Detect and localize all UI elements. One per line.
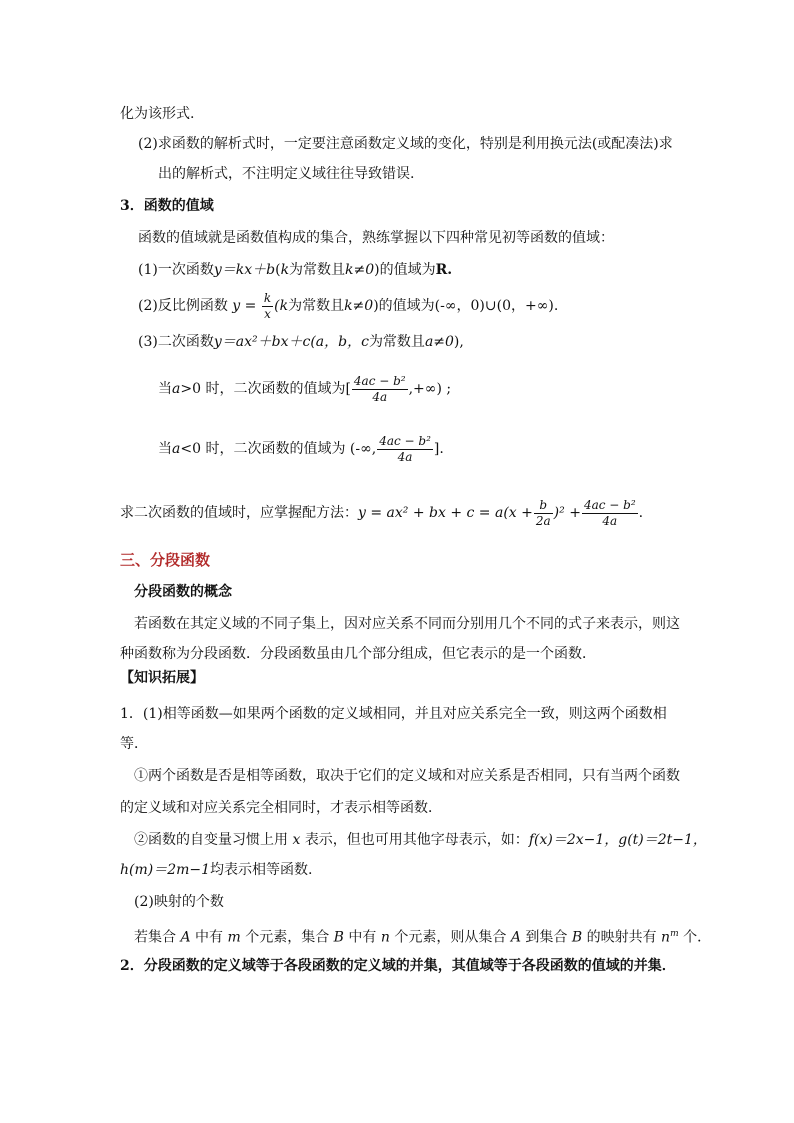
math-expr: k (280, 262, 290, 278)
text-span: 个元素，则从集合 (394, 929, 507, 946)
text-span: 的映射共有 (586, 929, 657, 946)
section-heading-piecewise: 三、分段函数 (120, 551, 211, 569)
text-span: >0 时，二次函数的值域为 (180, 381, 346, 397)
fraction-denominator: 2a (535, 513, 551, 528)
math-expr: a≠0 (424, 334, 454, 350)
fraction-numerator: b (534, 498, 553, 514)
fraction-4ac-b2-over-4a (582, 498, 638, 529)
math-expr: (k (274, 298, 289, 314)
math-expr: y = (232, 298, 257, 314)
text-span: <0 时，二次函数的值域为 (-∞, (180, 441, 377, 457)
text-line: 等． (120, 736, 148, 752)
text-span: )的值域为(-∞，0)∪(0，+∞). (373, 298, 559, 314)
text-span: 表示，但也可用其他字母表示，如： (304, 832, 529, 848)
math-expr: a (172, 381, 181, 397)
text-span: 中有 (195, 929, 224, 946)
fraction-4ac-b2-over-4a (352, 374, 408, 405)
subheading-piecewise-concept: 分段函数的概念 (134, 584, 232, 600)
text-span: 为常数且 (289, 262, 346, 278)
fraction-numerator: 4ac − b² (379, 433, 431, 448)
variable-note-line-2 (120, 860, 313, 880)
fraction-denominator: x (264, 306, 271, 321)
text-span: ), (453, 334, 464, 350)
completing-square-line (120, 496, 643, 530)
math-expr: a (172, 441, 181, 457)
math-expr: h(m)＝2m−1 (120, 862, 211, 878)
math-expr: )² + (553, 505, 581, 521)
math-expr: B (571, 929, 583, 946)
section-heading-range: 3．函数的值域 (120, 198, 214, 214)
linear-function-line (138, 260, 452, 280)
text-span: 当 (158, 381, 172, 397)
text-line: 1．(1)相等函数—如果两个函数的定义域相同，并且对应关系完全一致，则这两个函数相 (120, 706, 667, 722)
text-line: 的定义域和对应关系完全相同时，才表示相等函数． (120, 800, 442, 816)
math-expr: [ (345, 381, 351, 397)
text-line: 种函数称为分段函数．分段函数虽由几个部分组成，但它表示的是一个函数． (120, 646, 596, 662)
text-span: (2)反比例函数 (138, 298, 228, 314)
text-span: 中有 (348, 929, 377, 946)
fraction-numerator: k (263, 290, 272, 305)
math-expr: y＝ax²＋bx＋c (213, 334, 311, 350)
text-span: 求二次函数的值域时，应掌握配方法： (120, 505, 358, 521)
fraction-numerator: 4ac − b² (353, 373, 406, 388)
text-span: ]. (433, 441, 444, 457)
text-span: 若集合 (134, 929, 176, 946)
fraction-k-over-x (262, 291, 273, 322)
math-expr: k≠0 (345, 262, 375, 278)
quadratic-range-positive (158, 372, 451, 406)
math-expr: (a，b，c (310, 334, 369, 350)
math-expr: B (333, 929, 344, 946)
text-line: 化为该形式. (120, 106, 195, 122)
text-line: 2．分段函数的定义域等于各段函数的定义域的并集，其值域等于各段函数的值域的并集． (120, 958, 676, 974)
math-expr: n (661, 929, 671, 946)
fraction-numerator: 4ac − b² (583, 497, 636, 512)
fraction-denominator: 4a (397, 449, 413, 464)
text-line: 出的解析式，不注明定义域往往导致错误. (158, 166, 415, 182)
text-span: )的值域为 (374, 262, 436, 278)
math-expr: A (180, 929, 191, 946)
fraction-4ac-b2-over-4a (377, 434, 433, 465)
text-line: (2)求函数的解析式时，一定要注意函数定义域的变化，特别是利用换元法(或配凑法)求 (138, 136, 673, 152)
text-line: 函数的值域就是函数值构成的集合，熟练掌握以下四种常见初等函数的值域： (138, 230, 614, 246)
math-expr: m (670, 929, 679, 939)
quadratic-function-line (138, 332, 464, 352)
text-span: 为常数且 (288, 298, 345, 314)
text-span: ②函数的自变量习惯上用 (134, 832, 288, 848)
text-line: ①两个函数是否是相等函数，取决于它们的定义域和对应关系是否相同，只有当两个函数 (134, 768, 680, 784)
text-span: ( (275, 262, 281, 278)
fraction-denominator: 4a (602, 513, 618, 528)
knowledge-extension-tag: 【知识拓展】 (120, 670, 204, 686)
variable-note-line (134, 830, 707, 850)
math-expr: m (227, 929, 241, 946)
math-expr: k≠0 (344, 298, 374, 314)
text-span: 均表示相等函数. (210, 862, 313, 878)
text-span: ,+∞) ; (408, 381, 452, 397)
fraction-denominator: 4a (372, 389, 388, 404)
text-span: (3)二次函数 (138, 334, 214, 350)
math-expr: A (510, 929, 521, 946)
text-span: (1)一次函数 (138, 262, 214, 278)
text-span: 为常数且 (368, 334, 425, 350)
mapping-count-line (134, 924, 711, 948)
text-span: . (638, 505, 644, 521)
math-expr: n (380, 929, 390, 946)
fraction-b-over-2a (534, 498, 553, 529)
quadratic-range-negative (158, 432, 444, 466)
text-line: (2)映射的个数 (134, 894, 224, 910)
math-expr: f(x)＝2x−1，g(t)＝2t−1， (528, 832, 707, 848)
text-line: 若函数在其定义域的不同子集上，因对应关系不同而分别用几个不同的式子来表示，则这 (134, 616, 680, 632)
text-span: 个元素，集合 (245, 929, 330, 946)
math-expr: y＝kx＋b (213, 262, 276, 278)
inverse-function-line (138, 290, 558, 322)
math-expr: x (292, 832, 301, 848)
math-expr: y = ax² + bx + c = a(x + (358, 505, 533, 521)
text-span: 当 (158, 441, 172, 457)
text-span: 到集合 (525, 929, 568, 946)
math-expr: R. (435, 262, 453, 278)
text-span: 个． (683, 929, 712, 946)
